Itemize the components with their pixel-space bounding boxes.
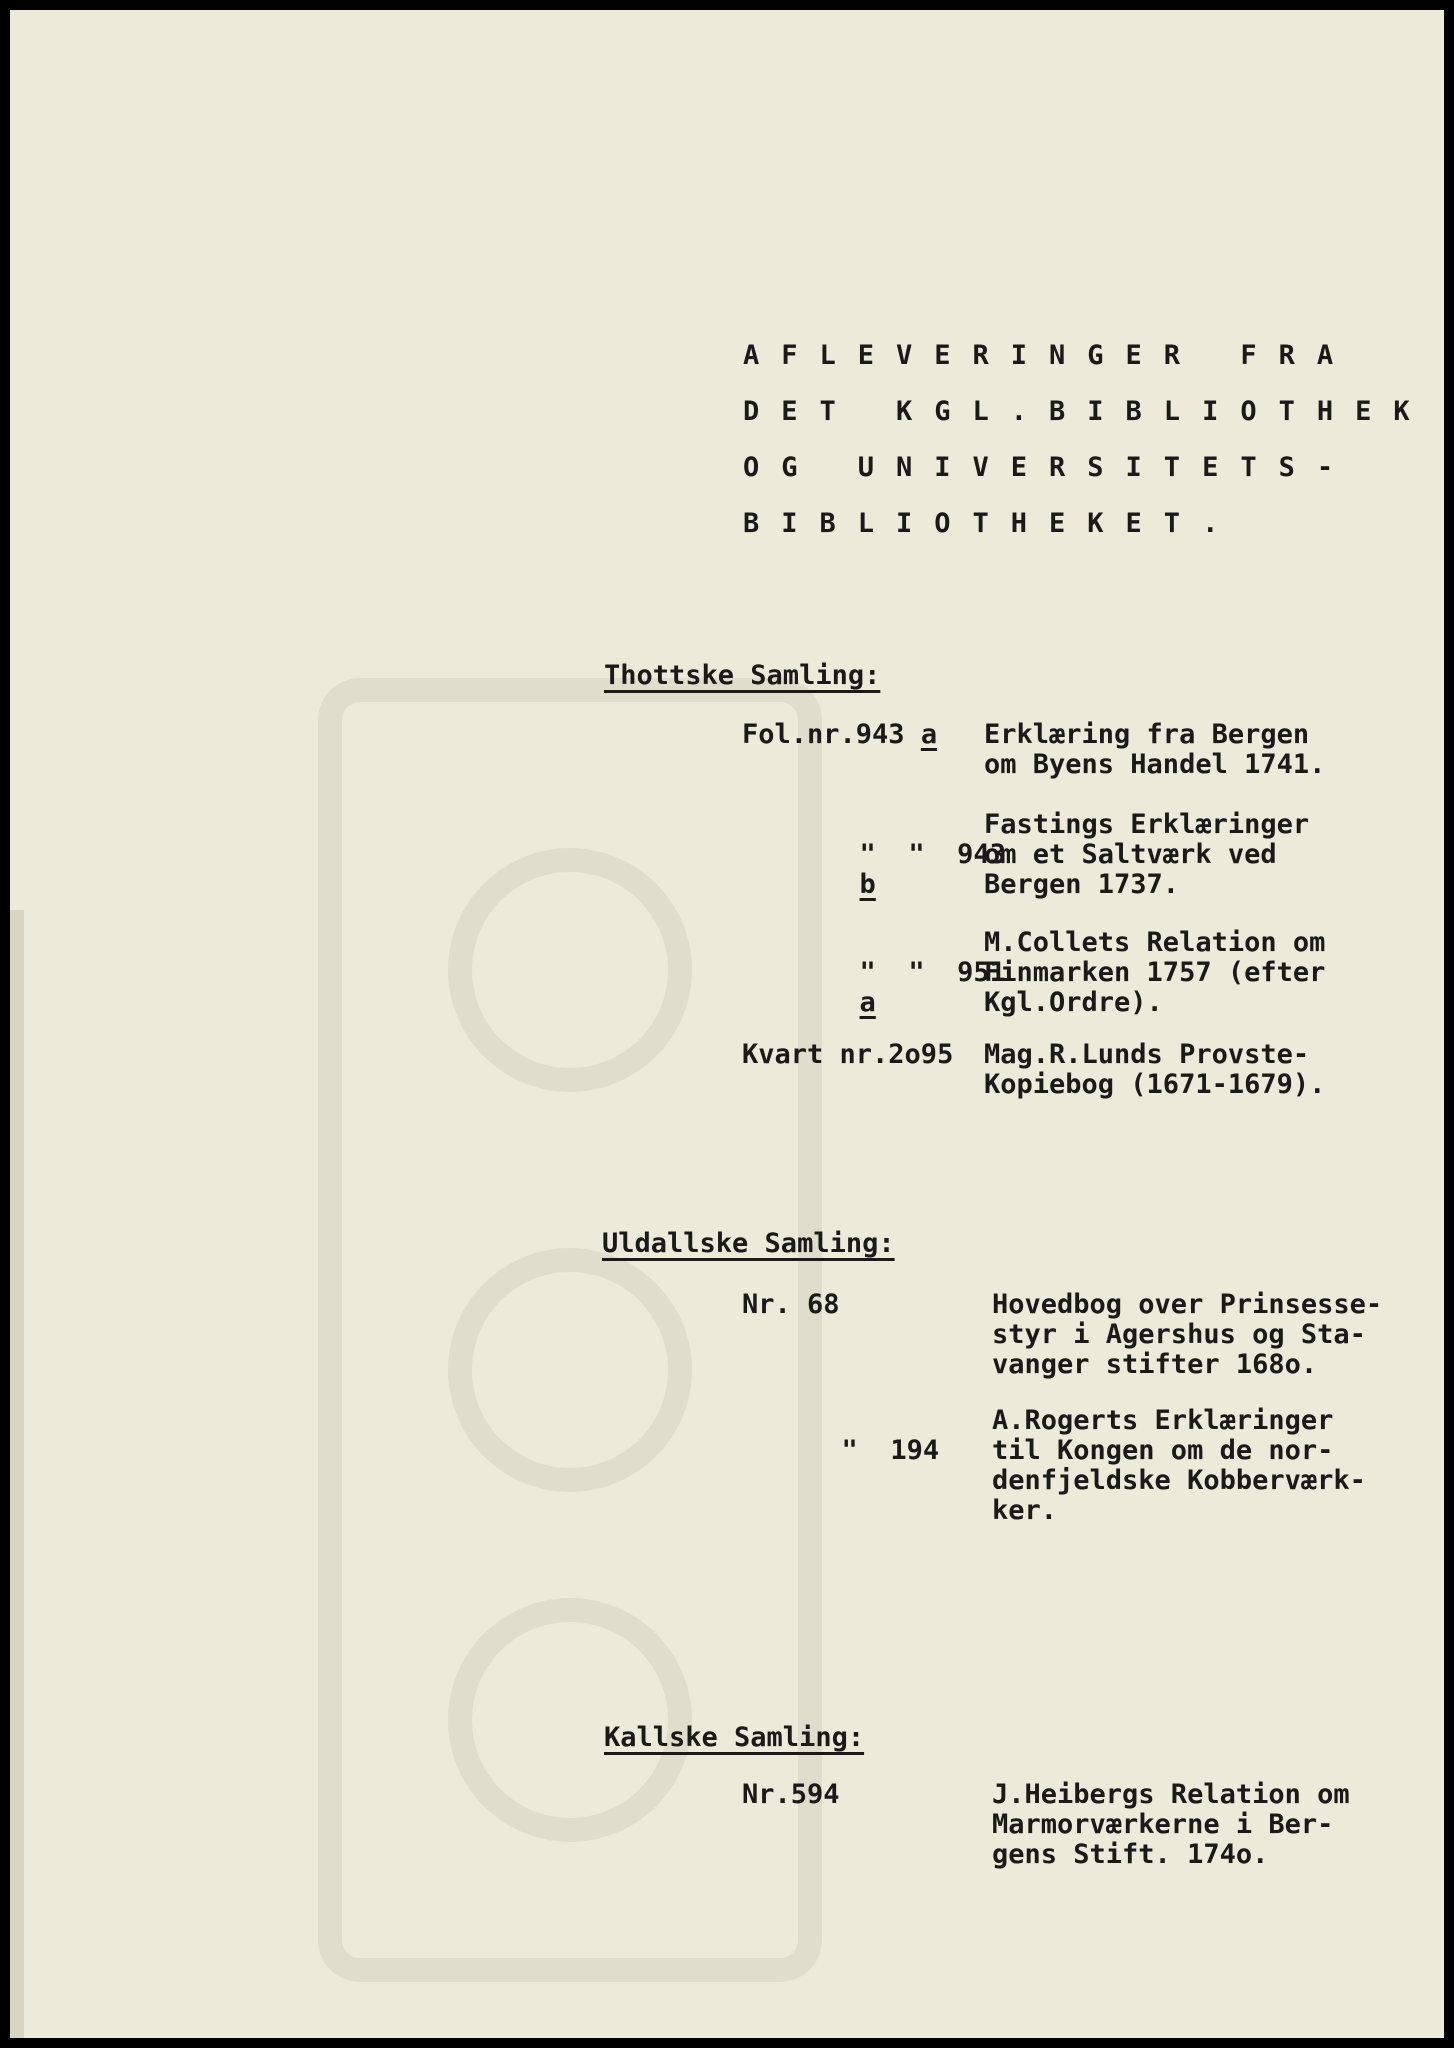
entry-description: J.Heibergs Relation om Marmorværkerne i Ber- gens Stift. 174o. <box>992 1779 1350 1870</box>
entry-reference: Fol.nr.943 a <box>742 719 938 750</box>
heading-line: OG UNIVERSITETS- <box>743 452 1356 483</box>
document-heading <box>743 328 1432 552</box>
paper-edge <box>10 910 24 2038</box>
entry-reference: " " 951 a <box>859 957 1006 1018</box>
entry-description: Fastings Erklæringer om et Saltværk ved Bergen 1737. <box>984 809 1310 900</box>
entry-reference: Nr. 68 <box>742 1289 840 1320</box>
entry-reference: Kvart nr.2o95 <box>742 1039 954 1070</box>
section-title-thottske: Thottske Samling: <box>604 660 881 691</box>
entry-description: Hovedbog over Prinsesse- styr i Agershus og Sta- vanger stifter 168o. <box>992 1289 1383 1380</box>
entry-reference: " 194 <box>841 1435 940 1466</box>
heading-line: AFLEVERINGER FRA <box>743 340 1356 371</box>
heading-line: DET KGL.BIBLIOTHEK <box>743 396 1432 427</box>
heading-line: BIBLIOTHEKET. <box>743 508 1241 539</box>
entry-description: M.Collets Relation om Finmarken 1757 (efter Kgl.Ordre). <box>984 927 1326 1018</box>
entry-reference: Nr.594 <box>742 1779 840 1810</box>
section-title-uldallske: Uldallske Samling: <box>602 1228 895 1259</box>
entry-reference: " " 943 b <box>859 839 1006 900</box>
section-title-kallske: Kallske Samling: <box>604 1722 865 1753</box>
entry-description: A.Rogerts Erklæringer til Kongen om de nor- denfjeldske Kobberværk- ker. <box>992 1405 1366 1526</box>
entry-description: Mag.R.Lunds Provste- Kopiebog (1671-1679). <box>984 1039 1326 1100</box>
document-page <box>10 10 1444 2038</box>
entry-description: Erklæring fra Bergen om Byens Handel 1741. <box>984 719 1326 780</box>
